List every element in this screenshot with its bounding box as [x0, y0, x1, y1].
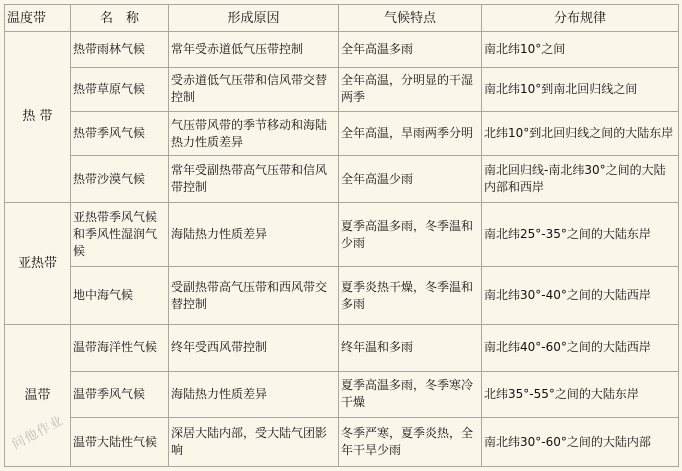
climate-features-cell: 全年高温，分明显的干湿两季 — [339, 67, 482, 111]
climate-name-cell: 温带季风气候 — [71, 371, 169, 418]
climate-distribution-cell: 南北纬10°之间 — [482, 32, 679, 68]
table-row — [5, 32, 679, 68]
table-row — [5, 371, 679, 418]
header-distribution: 分布规律 — [482, 5, 679, 32]
table-row — [5, 67, 679, 111]
climate-name-cell: 温带海洋性气候 — [71, 324, 169, 371]
header-cause: 形成原因 — [169, 5, 339, 32]
climate-name-cell: 热带季风气候 — [71, 111, 169, 155]
climate-distribution-cell: 北纬35°-55°之间的大陆东岸 — [482, 371, 679, 418]
climate-cause-cell: 受副热带高气压带和西风带交替控制 — [169, 267, 339, 325]
table-row — [5, 324, 679, 371]
climate-cause-cell: 海陆热力性质差异 — [169, 202, 339, 266]
header-row — [5, 5, 679, 32]
climate-cause-cell: 海陆热力性质差异 — [169, 371, 339, 418]
climate-features-cell: 全年高温，旱雨两季分明 — [339, 111, 482, 155]
zone-cell-tropical: 热 带 — [5, 32, 71, 203]
climate-features-cell: 全年高温少雨 — [339, 156, 482, 203]
climate-cause-cell: 受赤道低气压带和信风带交替控制 — [169, 67, 339, 111]
climate-distribution-cell: 南北纬25°-35°之间的大陆东岸 — [482, 202, 679, 266]
climate-cause-cell: 深居大陆内部，受大陆气团影响 — [169, 418, 339, 467]
climate-table — [4, 4, 679, 467]
header-features: 气候特点 — [339, 5, 482, 32]
zone-cell-subtropical: 亚热带 — [5, 202, 71, 324]
climate-features-cell: 终年温和多雨 — [339, 324, 482, 371]
climate-features-cell: 全年高温多雨 — [339, 32, 482, 68]
climate-distribution-cell: 南北纬10°到南北回归线之间 — [482, 67, 679, 111]
table-row — [5, 202, 679, 266]
climate-features-cell: 夏季炎热干燥，冬季温和多雨 — [339, 267, 482, 325]
climate-name-cell: 地中海气候 — [71, 267, 169, 325]
header-name: 名 称 — [71, 5, 169, 32]
climate-distribution-cell: 南北纬30°-60°之间的大陆内部 — [482, 418, 679, 467]
climate-name-cell: 热带雨林气候 — [71, 32, 169, 68]
climate-distribution-cell: 南北纬40°-60°之间的大陆西岸 — [482, 324, 679, 371]
climate-features-cell: 冬季严寒，夏季炎热，全年干旱少雨 — [339, 418, 482, 467]
climate-cause-cell: 终年受西风带控制 — [169, 324, 339, 371]
table-row — [5, 267, 679, 325]
zone-cell-temperate: 温带 — [5, 324, 71, 466]
table-row — [5, 111, 679, 155]
climate-distribution-cell: 南北纬30°-40°之间的大陆西岸 — [482, 267, 679, 325]
watermark: 问他作业 — [9, 413, 67, 453]
climate-distribution-cell: 南北回归线-南北纬30°之间的大陆内部和西岸 — [482, 156, 679, 203]
climate-cause-cell: 常年受副热带高气压带和信风带控制 — [169, 156, 339, 203]
climate-features-cell: 夏季高温多雨，冬季寒冷干燥 — [339, 371, 482, 418]
table-row — [5, 156, 679, 203]
climate-table-container — [4, 4, 678, 467]
climate-name-cell: 热带沙漠气候 — [71, 156, 169, 203]
climate-cause-cell: 常年受赤道低气压带控制 — [169, 32, 339, 68]
climate-cause-cell: 气压带风带的季节移动和海陆热力性质差异 — [169, 111, 339, 155]
climate-name-cell: 亚热带季风气候和季风性湿润气候 — [71, 202, 169, 266]
header-zone: 温度带 — [5, 5, 71, 32]
climate-name-cell: 热带草原气候 — [71, 67, 169, 111]
climate-name-cell: 温带大陆性气候 — [71, 418, 169, 467]
climate-features-cell: 夏季高温多雨，冬季温和少雨 — [339, 202, 482, 266]
climate-distribution-cell: 北纬10°到北回归线之间的大陆东岸 — [482, 111, 679, 155]
table-row — [5, 418, 679, 467]
